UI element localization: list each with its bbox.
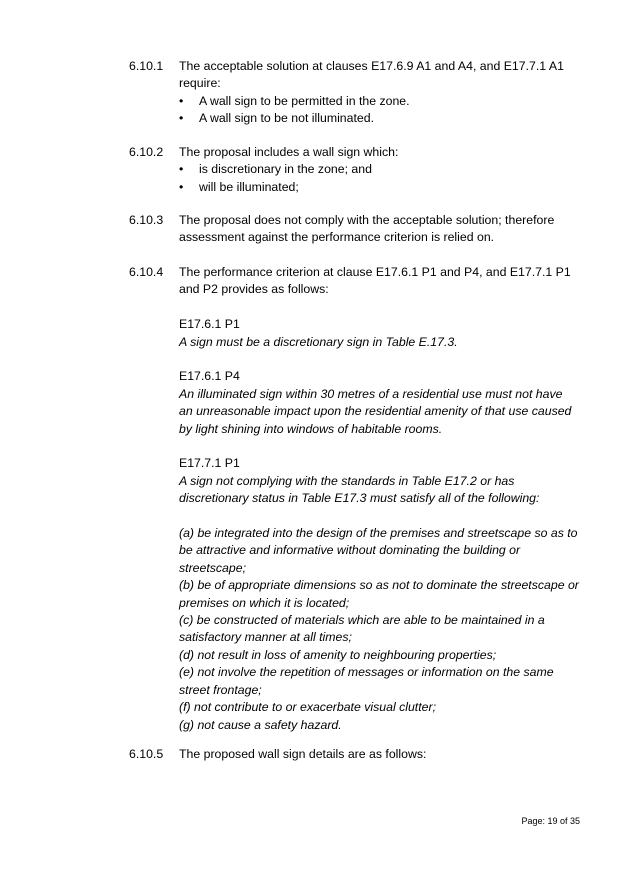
bullet-icon: •	[179, 162, 184, 177]
bullet-list	[179, 161, 579, 196]
section-6-10-3	[129, 212, 579, 247]
bullet-icon: •	[179, 93, 184, 108]
criterion-heading: E17.6.1 P4	[179, 369, 240, 384]
section-text: The proposal includes a wall sign which:	[179, 145, 399, 159]
criterion-item: (b) be of appropriate dimensions so as not to dominate the streetscape or premises on which it is located;	[179, 578, 579, 610]
criterion-block	[179, 368, 579, 438]
bullet-icon: •	[179, 179, 184, 194]
section-6-10-2	[129, 144, 579, 196]
criterion-text: An illuminated sign within 30 metres of a residential use must not have an unreasonable impact upon the residential amenity of that use caused by light shining into windows of habitable rooms.	[179, 386, 572, 436]
list-item: • A wall sign to be permitted in the zone.	[179, 93, 579, 110]
bullet-list	[179, 93, 579, 128]
criterion-text: A sign must be a discretionary sign in Table E.17.3.	[179, 334, 458, 349]
criterion-item: (a) be integrated into the design of the premises and streetscape so as to be attractive and informative without dominating the building or streetscape;	[179, 526, 578, 575]
section-number: 6.10.2	[129, 145, 164, 159]
list-item: • A wall sign to be not illuminated.	[179, 110, 579, 127]
section-number: 6.10.5	[129, 747, 164, 761]
criterion-block	[179, 316, 579, 351]
list-item: • will be illuminated;	[179, 179, 579, 196]
section-number: 6.10.1	[129, 59, 164, 73]
criterion-heading: E17.6.1 P1	[179, 317, 240, 332]
criterion-item: (e) not involve the repetition of messages or information on the same street frontage;	[179, 665, 554, 697]
section-6-10-1	[129, 58, 579, 128]
criterion-item: (f) not contribute to or exacerbate visual clutter;	[179, 700, 436, 715]
section-text: The performance criterion at clause E17.6.1 P1 and P4, and E17.7.1 P1 and P2 provides as follows:	[179, 265, 571, 297]
section-text: The acceptable solution at clauses E17.6.9 A1 and A4, and E17.7.1 A1 require:	[179, 59, 564, 91]
section-number: 6.10.4	[129, 265, 164, 279]
criterion-text: A sign not complying with the standards in Table E17.2 or has discretionary status in Table E17.3 must satisfy all of the following:	[179, 473, 540, 506]
criterion-item: (g) not cause a safety hazard.	[179, 717, 342, 732]
list-item: • is discretionary in the zone; and	[179, 161, 579, 178]
section-6-10-4	[129, 264, 579, 734]
bullet-icon: •	[179, 111, 184, 126]
criterion-item: (c) be constructed of materials which are able to be maintained in a satisfactory manner at all times;	[179, 613, 545, 645]
section-text: The proposed wall sign details are as follows:	[179, 747, 427, 761]
section-number: 6.10.3	[129, 213, 164, 227]
criterion-item: (d) not result in loss of amenity to neighbouring properties;	[179, 647, 497, 662]
section-text: The proposal does not comply with the acceptable solution; therefore assessment against the performance criterion is relied on.	[179, 213, 555, 245]
page-number: Page: 19 of 35	[521, 816, 580, 826]
criterion-block	[179, 455, 579, 733]
section-6-10-5	[129, 746, 579, 763]
criterion-heading: E17.7.1 P1	[179, 456, 240, 471]
